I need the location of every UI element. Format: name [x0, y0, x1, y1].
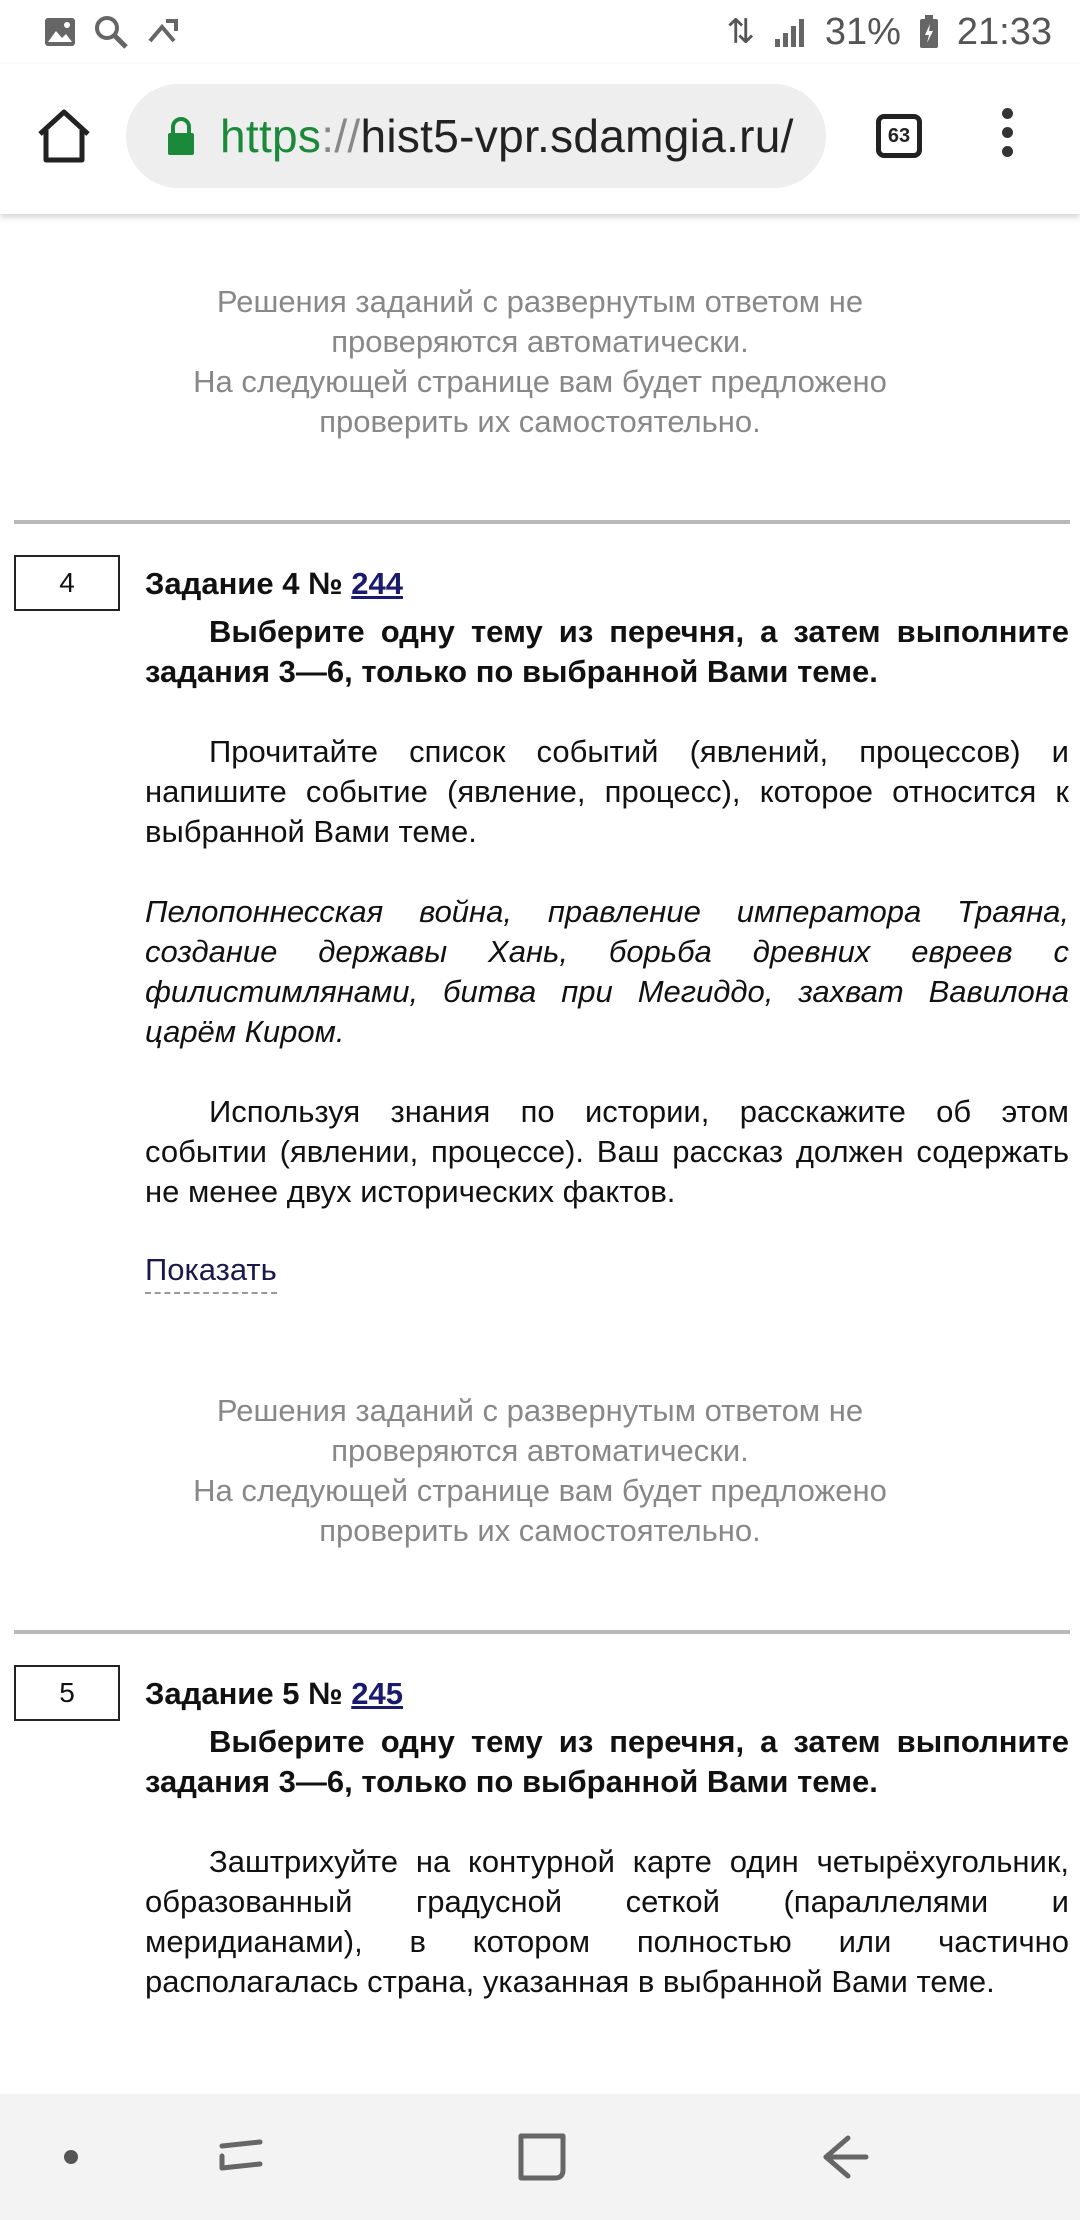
task-title-prefix: Задание 5 №	[145, 1676, 343, 1711]
browser-toolbar	[0, 64, 1080, 214]
notice-line-1: Решения заданий с развернутым ответом не проверяются автоматически.	[216, 284, 864, 359]
task-instruction: Выберите одну тему из перечня, а затем выполните задания 3—6, только по выбранной Вами теме.	[145, 1724, 1069, 1799]
task-instruction: Выберите одну тему из перечня, а затем выполните задания 3—6, только по выбранной Вами теме.	[145, 614, 1069, 689]
notice-line-2: На следующей странице вам будет предложено проверить их самостоятельно.	[193, 1473, 887, 1548]
task-paragraph: Используя знания по истории, расскажите об этом событии (явлении, процессе). Ваш рассказ должен содержать не менее двух исторических фактов.	[145, 1094, 1069, 1209]
notice-block	[150, 282, 930, 442]
signal-icon	[773, 17, 807, 47]
events-list: Пелопоннесская война, правление императора Траяна, создание державы Хань, борьба древних евреев с филистимлянами, битва при Мегиддо, захват Вавилона царём Киром.	[145, 894, 1069, 1049]
divider	[14, 520, 1070, 524]
system-nav-bar	[0, 2094, 1080, 2220]
url-host: hist5-vpr.sdamgia.ru/	[360, 110, 794, 162]
back-icon[interactable]	[818, 2132, 870, 2182]
task-number: 4	[59, 567, 75, 598]
task-number: 5	[59, 1677, 75, 1708]
task-paragraph: Заштрихуйте на контурной карте один четырёхугольник, образованный градусной сеткой (параллелями и меридианами), в котором полностью или частично располагалась страна, указанная в выбранной Вами теме.	[145, 1844, 1069, 1999]
task-title	[145, 1674, 1069, 1714]
lock-icon	[166, 116, 196, 156]
notice-block	[150, 1391, 930, 1551]
task-paragraph: Прочитайте список событий (явлений, процессов) и напишите событие (явление, процесс), которое относится к выбранной Вами теме.	[145, 734, 1069, 849]
overflow-menu-icon[interactable]	[992, 108, 1022, 168]
notice-line-2: На следующей странице вам будет предложено проверить их самостоятельно.	[193, 364, 887, 439]
task-title	[145, 564, 1069, 604]
tab-switcher-button[interactable]	[876, 114, 922, 158]
url-scheme: https	[220, 110, 322, 162]
clock: 21:33	[956, 10, 1052, 53]
address-bar[interactable]	[126, 84, 826, 188]
url-text	[220, 109, 794, 163]
task-4	[145, 564, 1069, 1294]
dot-icon[interactable]	[64, 2150, 78, 2164]
battery-percent: 31%	[824, 10, 901, 53]
battery-icon	[919, 15, 939, 49]
network-type-icon: ⇅	[726, 13, 755, 51]
task-id-link[interactable]: 245	[351, 1676, 403, 1711]
notice-line-1: Решения заданий с развернутым ответом не проверяются автоматически.	[216, 1393, 864, 1468]
task-id-link[interactable]: 244	[351, 566, 403, 601]
status-bar	[0, 0, 1080, 64]
home-icon[interactable]	[32, 104, 96, 168]
task-5	[145, 1674, 1069, 2002]
task-number-box	[14, 555, 120, 611]
show-answer-link[interactable]: Показать	[145, 1250, 277, 1294]
task-title-prefix: Задание 4 №	[145, 566, 343, 601]
tab-count: 63	[887, 124, 911, 147]
divider	[14, 1630, 1070, 1634]
task-number-box	[14, 1665, 120, 1721]
gallery-icon	[44, 17, 76, 47]
search-icon	[94, 15, 128, 49]
home-square-icon[interactable]	[517, 2130, 567, 2182]
url-separator: ://	[321, 110, 361, 162]
recent-apps-icon[interactable]	[216, 2132, 266, 2182]
missed-call-icon	[146, 15, 180, 49]
